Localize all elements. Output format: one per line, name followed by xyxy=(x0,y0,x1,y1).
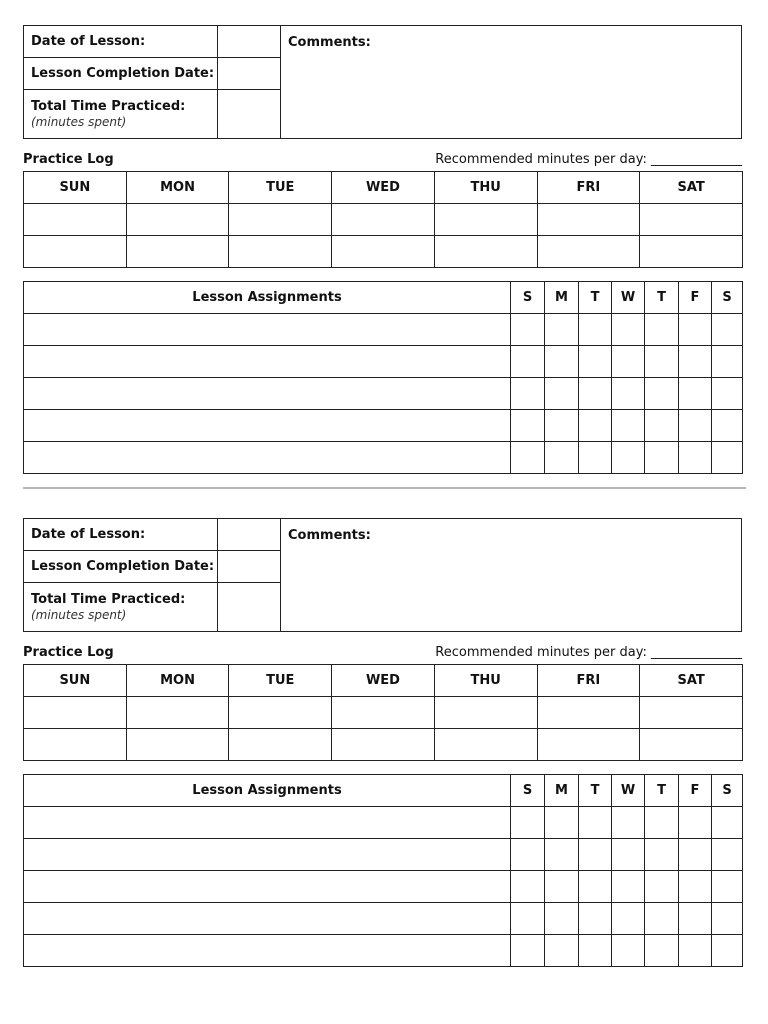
lesson-section-2 xyxy=(23,518,742,798)
log-cell[interactable] xyxy=(126,236,229,268)
check-cell[interactable] xyxy=(679,314,712,346)
check-cell[interactable] xyxy=(612,346,645,378)
log-cell[interactable] xyxy=(229,729,332,761)
check-cell[interactable] xyxy=(511,442,545,474)
check-cell[interactable] xyxy=(645,903,679,935)
log-cell[interactable] xyxy=(537,204,640,236)
lesson-assignments-table xyxy=(23,281,743,474)
assignment-day-header: F xyxy=(679,775,712,807)
total-time-practiced-field[interactable] xyxy=(218,583,281,632)
comments-box[interactable] xyxy=(281,26,742,139)
check-cell[interactable] xyxy=(712,378,743,410)
check-cell[interactable] xyxy=(645,410,679,442)
log-cell[interactable] xyxy=(126,729,229,761)
check-cell[interactable] xyxy=(679,346,712,378)
check-cell[interactable] xyxy=(511,346,545,378)
check-cell[interactable] xyxy=(712,903,743,935)
lesson-section-1 xyxy=(23,25,742,305)
assignment-row xyxy=(24,346,743,378)
practice-log-header xyxy=(23,152,742,170)
lesson-assignments-header: Lesson Assignments xyxy=(24,282,511,314)
check-cell[interactable] xyxy=(679,839,712,871)
check-cell[interactable] xyxy=(679,378,712,410)
check-cell[interactable] xyxy=(511,807,545,839)
check-cell[interactable] xyxy=(612,839,645,871)
section-divider xyxy=(23,487,746,489)
log-day-header: SUN xyxy=(24,172,127,204)
assignment-row xyxy=(24,871,743,903)
check-cell[interactable] xyxy=(712,314,743,346)
assignment-cell[interactable] xyxy=(24,935,511,967)
minutes-spent-hint: (minutes spent) xyxy=(31,115,127,129)
check-cell[interactable] xyxy=(712,442,743,474)
total-time-practiced-label: Total Time Practiced: xyxy=(31,592,186,607)
check-cell[interactable] xyxy=(545,903,579,935)
assignment-row xyxy=(24,378,743,410)
check-cell[interactable] xyxy=(579,807,612,839)
check-cell[interactable] xyxy=(545,871,579,903)
log-cell[interactable] xyxy=(640,204,743,236)
log-cell[interactable] xyxy=(24,236,127,268)
check-cell[interactable] xyxy=(679,871,712,903)
check-cell[interactable] xyxy=(511,871,545,903)
log-cell[interactable] xyxy=(434,204,537,236)
lesson-completion-date-field[interactable] xyxy=(218,58,281,90)
recommended-minutes-label: Recommended minutes per day: ______________ xyxy=(435,645,742,660)
check-cell[interactable] xyxy=(712,839,743,871)
log-cell[interactable] xyxy=(229,236,332,268)
log-cell[interactable] xyxy=(332,204,435,236)
check-cell[interactable] xyxy=(511,378,545,410)
check-cell[interactable] xyxy=(679,442,712,474)
check-cell[interactable] xyxy=(579,903,612,935)
log-row xyxy=(24,204,743,236)
check-cell[interactable] xyxy=(645,314,679,346)
log-cell[interactable] xyxy=(229,204,332,236)
log-cell[interactable] xyxy=(537,697,640,729)
assignment-row xyxy=(24,839,743,871)
check-cell[interactable] xyxy=(679,807,712,839)
assignment-day-header: F xyxy=(679,282,712,314)
assignment-cell[interactable] xyxy=(24,442,511,474)
practice-log-table xyxy=(23,664,743,761)
lesson-completion-date-label: Lesson Completion Date: xyxy=(24,58,218,90)
check-cell[interactable] xyxy=(511,903,545,935)
check-cell[interactable] xyxy=(679,903,712,935)
assignment-day-header: W xyxy=(612,775,645,807)
log-day-header: FRI xyxy=(537,172,640,204)
lesson-assignments-table xyxy=(23,774,743,967)
assignment-day-header: S xyxy=(712,775,743,807)
check-cell[interactable] xyxy=(579,378,612,410)
lesson-completion-date-field[interactable] xyxy=(218,551,281,583)
check-cell[interactable] xyxy=(579,935,612,967)
check-cell[interactable] xyxy=(579,839,612,871)
check-cell[interactable] xyxy=(645,378,679,410)
log-cell[interactable] xyxy=(640,236,743,268)
assignment-day-header: M xyxy=(545,282,579,314)
check-cell[interactable] xyxy=(612,871,645,903)
check-cell[interactable] xyxy=(712,346,743,378)
comments-label: Comments: xyxy=(288,528,371,543)
assignment-day-header: W xyxy=(612,282,645,314)
practice-log-table xyxy=(23,171,743,268)
check-cell[interactable] xyxy=(579,314,612,346)
check-cell[interactable] xyxy=(612,378,645,410)
log-cell[interactable] xyxy=(229,697,332,729)
assignment-day-header: S xyxy=(511,775,545,807)
total-time-practiced-field[interactable] xyxy=(218,90,281,139)
log-cell[interactable] xyxy=(332,729,435,761)
log-cell[interactable] xyxy=(434,729,537,761)
assignment-day-header: S xyxy=(712,282,743,314)
check-cell[interactable] xyxy=(712,807,743,839)
check-cell[interactable] xyxy=(645,807,679,839)
assignment-cell[interactable] xyxy=(24,807,511,839)
check-cell[interactable] xyxy=(712,935,743,967)
check-cell[interactable] xyxy=(545,346,579,378)
total-time-practiced-cell xyxy=(24,583,218,632)
lesson-info-table xyxy=(23,25,742,139)
assignment-day-header: T xyxy=(645,282,679,314)
log-day-header: TUE xyxy=(229,172,332,204)
check-cell[interactable] xyxy=(645,346,679,378)
check-cell[interactable] xyxy=(712,410,743,442)
assignment-day-header: M xyxy=(545,775,579,807)
check-cell[interactable] xyxy=(612,442,645,474)
date-of-lesson-label: Date of Lesson: xyxy=(24,26,218,58)
check-cell[interactable] xyxy=(511,839,545,871)
log-cell[interactable] xyxy=(24,729,127,761)
assignment-cell[interactable] xyxy=(24,314,511,346)
lesson-info-table xyxy=(23,518,742,632)
assignment-row xyxy=(24,903,743,935)
log-cell[interactable] xyxy=(126,697,229,729)
check-cell[interactable] xyxy=(545,839,579,871)
check-cell[interactable] xyxy=(612,410,645,442)
date-of-lesson-field[interactable] xyxy=(218,519,281,551)
comments-box[interactable] xyxy=(281,519,742,632)
check-cell[interactable] xyxy=(545,378,579,410)
assignment-row xyxy=(24,935,743,967)
check-cell[interactable] xyxy=(579,442,612,474)
assignment-cell[interactable] xyxy=(24,903,511,935)
assignment-row xyxy=(24,442,743,474)
check-cell[interactable] xyxy=(645,442,679,474)
log-cell[interactable] xyxy=(537,236,640,268)
check-cell[interactable] xyxy=(612,807,645,839)
log-day-header: SUN xyxy=(24,665,127,697)
log-cell[interactable] xyxy=(434,697,537,729)
check-cell[interactable] xyxy=(511,410,545,442)
log-cell[interactable] xyxy=(434,236,537,268)
check-cell[interactable] xyxy=(545,442,579,474)
log-cell[interactable] xyxy=(332,697,435,729)
log-day-header: MON xyxy=(126,172,229,204)
check-cell[interactable] xyxy=(579,410,612,442)
practice-log-title: Practice Log xyxy=(23,645,114,660)
log-day-header: THU xyxy=(434,665,537,697)
assignment-cell[interactable] xyxy=(24,871,511,903)
log-day-header: FRI xyxy=(537,665,640,697)
recommended-minutes-label: Recommended minutes per day: ______________ xyxy=(435,152,742,167)
lesson-assignments-header: Lesson Assignments xyxy=(24,775,511,807)
check-cell[interactable] xyxy=(545,314,579,346)
check-cell[interactable] xyxy=(612,314,645,346)
assignment-day-header: T xyxy=(645,775,679,807)
total-time-practiced-cell xyxy=(24,90,218,139)
log-cell[interactable] xyxy=(24,204,127,236)
assignment-day-header: T xyxy=(579,775,612,807)
check-cell[interactable] xyxy=(645,935,679,967)
date-of-lesson-label: Date of Lesson: xyxy=(24,519,218,551)
log-row xyxy=(24,729,743,761)
lesson-completion-date-label: Lesson Completion Date: xyxy=(24,551,218,583)
assignment-day-header: T xyxy=(579,282,612,314)
assignment-row xyxy=(24,314,743,346)
comments-label: Comments: xyxy=(288,35,371,50)
log-cell[interactable] xyxy=(537,729,640,761)
log-cell[interactable] xyxy=(640,729,743,761)
log-day-header: SAT xyxy=(640,665,743,697)
assignment-cell[interactable] xyxy=(24,839,511,871)
check-cell[interactable] xyxy=(645,839,679,871)
log-day-header: SAT xyxy=(640,172,743,204)
log-cell[interactable] xyxy=(24,697,127,729)
check-cell[interactable] xyxy=(712,871,743,903)
check-cell[interactable] xyxy=(612,935,645,967)
check-cell[interactable] xyxy=(579,346,612,378)
check-cell[interactable] xyxy=(545,410,579,442)
log-cell[interactable] xyxy=(126,204,229,236)
assignment-row xyxy=(24,807,743,839)
log-day-header: WED xyxy=(332,665,435,697)
log-cell[interactable] xyxy=(332,236,435,268)
assignment-cell[interactable] xyxy=(24,410,511,442)
check-cell[interactable] xyxy=(545,935,579,967)
assignment-cell[interactable] xyxy=(24,378,511,410)
log-row xyxy=(24,236,743,268)
check-cell[interactable] xyxy=(679,935,712,967)
check-cell[interactable] xyxy=(612,903,645,935)
log-day-header: TUE xyxy=(229,665,332,697)
check-cell[interactable] xyxy=(511,314,545,346)
total-time-practiced-label: Total Time Practiced: xyxy=(31,99,186,114)
assignment-row xyxy=(24,410,743,442)
minutes-spent-hint: (minutes spent) xyxy=(31,608,127,622)
check-cell[interactable] xyxy=(645,871,679,903)
log-day-header: WED xyxy=(332,172,435,204)
practice-log-title: Practice Log xyxy=(23,152,114,167)
date-of-lesson-field[interactable] xyxy=(218,26,281,58)
log-day-header: MON xyxy=(126,665,229,697)
log-cell[interactable] xyxy=(640,697,743,729)
check-cell[interactable] xyxy=(545,807,579,839)
assignment-cell[interactable] xyxy=(24,346,511,378)
log-row xyxy=(24,697,743,729)
log-day-header: THU xyxy=(434,172,537,204)
check-cell[interactable] xyxy=(579,871,612,903)
practice-log-header xyxy=(23,645,742,663)
check-cell[interactable] xyxy=(679,410,712,442)
assignment-day-header: S xyxy=(511,282,545,314)
check-cell[interactable] xyxy=(511,935,545,967)
